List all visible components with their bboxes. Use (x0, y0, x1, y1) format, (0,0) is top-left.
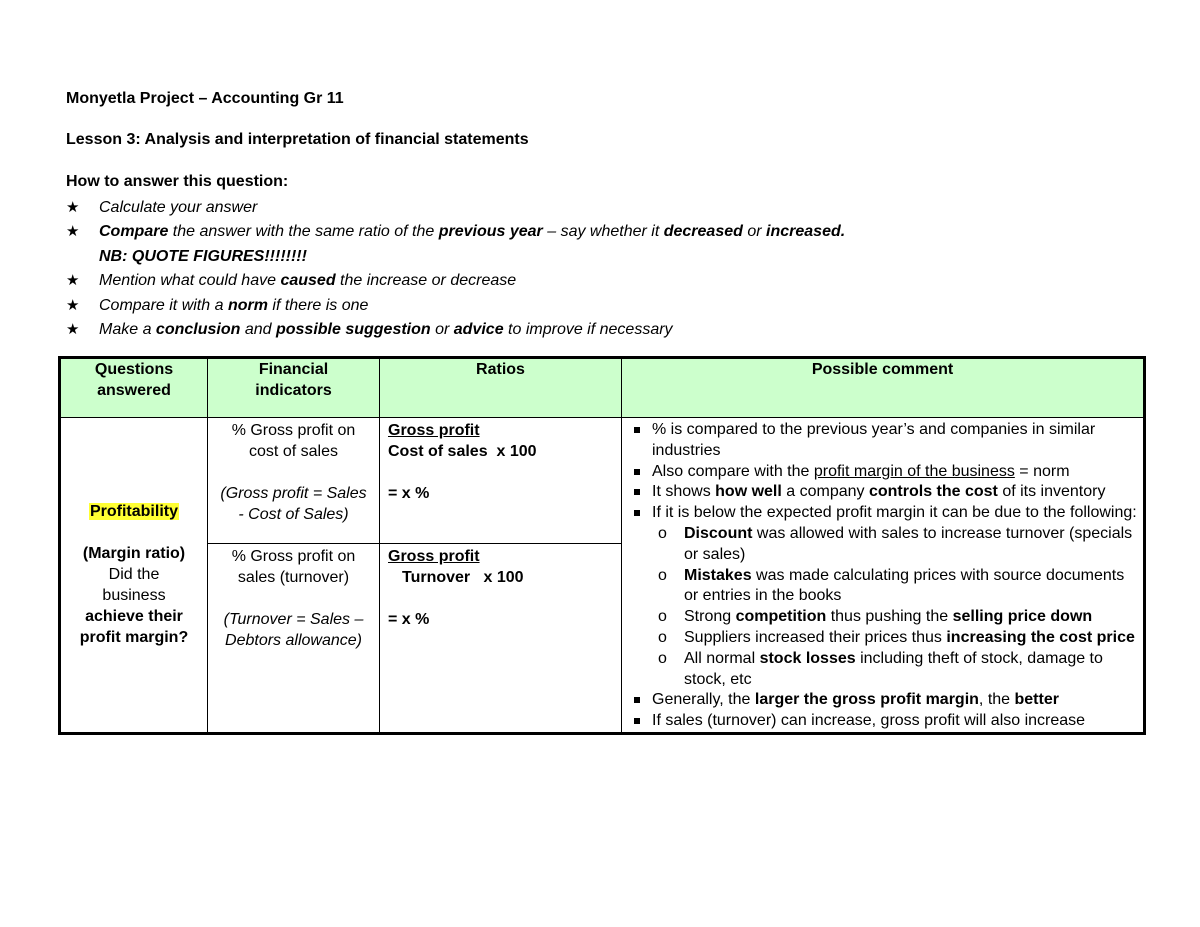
comment-item: If sales (turnover) can increase, gross profit will also increase (632, 711, 1137, 732)
indicator-name: % Gross profit on cost of sales (231, 422, 356, 460)
indicator-name: % Gross profit on sales (turnover) (231, 548, 356, 586)
indicator-note: (Turnover = Sales – Debtors allowance) (223, 611, 364, 649)
instruction-item: ★ Compare it with a norm if there is one (66, 294, 845, 318)
instruction-nb: NB: QUOTE FIGURES!!!!!!!! (99, 247, 307, 265)
ratio-cell-2 (380, 544, 622, 734)
instruction-item: ★ Compare the answer with the same ratio of the previous year – say whether it decreased or increased. (66, 220, 845, 244)
header-ratios: Ratios (380, 358, 622, 418)
ratio-table (58, 356, 1146, 735)
questions-cell (60, 418, 208, 734)
indicator-note: (Gross profit = Sales - Cost of Sales) (220, 485, 367, 523)
question-text: Did the business (102, 566, 166, 605)
profitability-label: Profitability (89, 503, 178, 521)
comment-list (622, 418, 1143, 732)
instruction-list (66, 196, 845, 342)
reason-list (652, 524, 1137, 690)
header-indicators: Financial indicators (208, 358, 380, 418)
instructions-heading: How to answer this question: (66, 173, 289, 190)
reason-item: o Discount was allowed with sales to increase turnover (specials or sales) (652, 524, 1137, 566)
reason-item: o Strong competition thus pushing the selling price down (652, 607, 1137, 628)
ratio-cell-1 (380, 418, 622, 544)
instruction-item: ★ Make a conclusion and possible suggestion or advice to improve if necessary (66, 318, 845, 342)
instruction-item: ★ Mention what could have caused the increase or decrease (66, 269, 845, 293)
ratio-denominator: Cost of sales x 100 (388, 443, 537, 460)
star-bullet-icon: ★ (66, 223, 80, 241)
ratio-denominator: Turnover x 100 (402, 569, 524, 586)
indicator-cell-2 (208, 544, 380, 734)
margin-ratio-label: (Margin ratio) (82, 545, 186, 563)
ratio-result: = x % (388, 485, 430, 502)
comment-item: Also compare with the profit margin of the business = norm (632, 462, 1137, 483)
comment-item: It shows how well a company controls the cost of its inventory (632, 482, 1137, 503)
star-bullet-icon: ★ (66, 320, 80, 338)
reason-item: o Suppliers increased their prices thus increasing the cost price (652, 628, 1137, 649)
reason-item: o All normal stock losses including theft of stock, damage to stock, etc (652, 649, 1137, 691)
reason-item: o Mistakes was made calculating prices with source documents or entries in the books (652, 566, 1137, 608)
header-questions: Questions answered (60, 358, 208, 418)
comment-item: If it is below the expected profit margin it can be due to the following: o Discount was allowed with sales to increase turnover (specials or sales) o Mistakes was made calculating prices with source documents or entries in the books o Strong competition thus pushing the selling price down o Suppliers increased their prices thus increasing the cost price o All normal stock losses including theft of stock, damage to stock, etc (632, 503, 1137, 690)
comment-cell (622, 418, 1145, 734)
indicator-cell-1 (208, 418, 380, 544)
header-comment: Possible comment (622, 358, 1145, 418)
star-bullet-icon: ★ (66, 296, 80, 314)
star-bullet-icon: ★ (66, 272, 80, 290)
ratio-numerator: Gross profit (388, 548, 480, 565)
table-row (60, 418, 1145, 544)
ratio-result: = x % (388, 611, 430, 628)
document-title: Monyetla Project – Accounting Gr 11 (66, 90, 344, 107)
comment-item: % is compared to the previous year’s and companies in similar industries (632, 420, 1137, 462)
instruction-item: ★ Calculate your answer (66, 196, 845, 220)
table-header-row (60, 358, 1145, 418)
comment-item: Generally, the larger the gross profit margin, the better (632, 690, 1137, 711)
lesson-title: Lesson 3: Analysis and interpretation of financial statements (66, 131, 529, 148)
question-emphasis: achieve their profit margin? (79, 608, 189, 647)
star-bullet-icon: ★ (66, 199, 80, 216)
ratio-numerator: Gross profit (388, 422, 480, 439)
